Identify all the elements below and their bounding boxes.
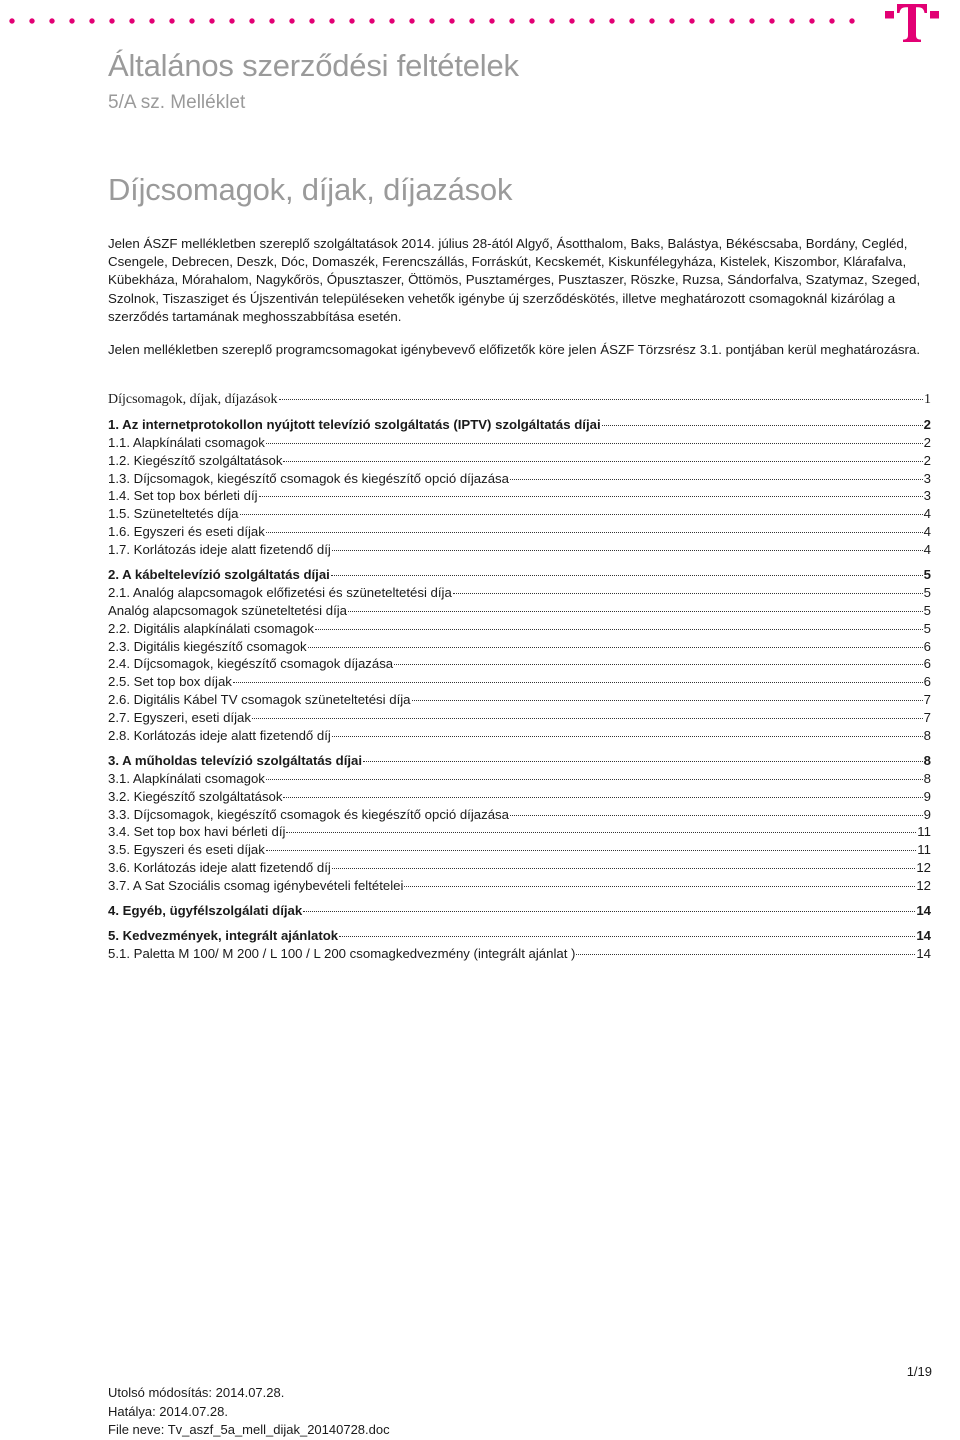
toc-entry-label: 2.8. Korlátozás ideje alatt fizetendő díj <box>108 728 331 744</box>
toc-entry-label: 3.6. Korlátozás ideje alatt fizetendő díj <box>108 860 331 876</box>
toc-entry[interactable] <box>108 824 931 842</box>
toc-entry-page: 9 <box>923 806 931 822</box>
toc-entry[interactable] <box>108 860 931 878</box>
toc-entry-label: 3.1. Alapkínálati csomagok <box>108 770 265 786</box>
toc-entry-page: 2 <box>923 416 931 432</box>
toc-entry[interactable] <box>108 771 931 789</box>
toc-entry-page: 14 <box>916 945 931 961</box>
toc-entry-page: 12 <box>916 878 931 894</box>
toc-entry[interactable] <box>108 453 931 471</box>
toc-dot-leader <box>259 496 923 497</box>
toc-entry-label: 1.6. Egyszeri és eseti díjak <box>108 524 265 540</box>
toc-dot-leader <box>412 700 923 701</box>
toc-entry-label: 5. Kedvezmények, integrált ajánlatok <box>108 927 339 943</box>
toc-entry-page: 6 <box>923 674 931 690</box>
toc-dot-leader <box>266 532 923 533</box>
toc-dot-leader <box>348 611 923 612</box>
toc-entry[interactable] <box>108 789 931 807</box>
document-title: Általános szerződési feltételek <box>108 48 519 83</box>
toc-entry-label: 1. Az internetprotokollon nyújtott televízió szolgáltatás (IPTV) szolgáltatás díjai <box>108 416 601 432</box>
toc-entry[interactable] <box>108 903 931 921</box>
toc-entry-page: 5 <box>923 620 931 636</box>
toc-entry[interactable] <box>108 639 931 657</box>
toc-entry-page: 4 <box>923 524 931 540</box>
toc-dot-leader <box>279 399 923 400</box>
toc-entry-label: 2.5. Set top box díjak <box>108 674 232 690</box>
toc-entry-label: 1.2. Kiegészítő szolgáltatások <box>108 452 283 468</box>
page-number: 1/19 <box>906 1364 932 1379</box>
toc-entry-page: 2 <box>923 452 931 468</box>
toc-entry[interactable] <box>108 524 931 542</box>
toc-dot-leader <box>283 797 922 798</box>
toc-dot-leader <box>240 514 923 515</box>
toc-entry-label: 2.2. Digitális alapkínálati csomagok <box>108 620 314 636</box>
effective-date: Hatálya: 2014.07.28. <box>108 1403 228 1419</box>
file-name: File neve: Tv_aszf_5a_mell_dijak_20140728.doc <box>108 1422 390 1438</box>
toc-entry-label: 3. A műholdas televízió szolgáltatás díjai <box>108 752 363 768</box>
toc-entry[interactable] <box>108 928 931 946</box>
toc-dot-leader <box>510 479 923 480</box>
toc-dot-leader <box>576 954 915 955</box>
toc-entry-page: 3 <box>923 470 931 486</box>
toc-dot-leader <box>266 850 916 851</box>
toc-entry[interactable] <box>108 807 931 825</box>
toc-dot-leader <box>308 647 923 648</box>
toc-entry-label: 3.2. Kiegészítő szolgáltatások <box>108 788 283 804</box>
toc-entry-label: 2.3. Digitális kiegészítő csomagok <box>108 638 307 654</box>
toc-entry-page: 5 <box>923 584 931 600</box>
toc-dot-leader <box>339 936 915 937</box>
toc-entry-label: 3.5. Egyszeri és eseti díjak <box>108 842 265 858</box>
toc-entry[interactable] <box>108 603 931 621</box>
toc-dot-leader <box>303 911 915 912</box>
toc-dot-leader <box>510 815 923 816</box>
toc-entry-label: 2.1. Analóg alapcsomagok előfizetési és szüneteltetési díja <box>108 584 452 600</box>
toc-entry-page: 3 <box>923 488 931 504</box>
toc-entry[interactable] <box>108 674 931 692</box>
toc-entry[interactable] <box>108 621 931 639</box>
toc-entry[interactable] <box>108 692 931 710</box>
toc-entry[interactable] <box>108 417 931 435</box>
toc-entry[interactable] <box>108 842 931 860</box>
toc-entry-page: 11 <box>917 842 931 858</box>
toc-entry-label: 3.4. Set top box havi bérleti díj <box>108 824 286 840</box>
toc-entry-label: 2. A kábeltelevízió szolgáltatás díjai <box>108 567 330 583</box>
toc-dot-leader <box>315 629 923 630</box>
document-subtitle: 5/A sz. Melléklet <box>108 92 246 113</box>
toc-entry-label: Díjcsomagok, díjak, díjazások <box>108 392 278 407</box>
toc-dot-leader <box>404 886 915 887</box>
toc-entry-page: 5 <box>923 602 931 618</box>
toc-dot-leader <box>266 443 923 444</box>
toc-entry-page: 8 <box>923 752 931 768</box>
toc-entry-label: 4. Egyéb, ügyfélszolgálati díjak <box>108 903 303 919</box>
toc-dot-leader <box>363 761 923 762</box>
toc-entry-label: 1.1. Alapkínálati csomagok <box>108 434 265 450</box>
telekom-t-logo <box>882 2 942 44</box>
last-modified: Utolsó módosítás: 2014.07.28. <box>108 1385 285 1400</box>
toc-dot-leader <box>266 779 923 780</box>
toc-entry-page: 6 <box>923 656 931 672</box>
toc-entry-page: 8 <box>923 728 931 744</box>
toc-entry-page: 7 <box>923 710 931 726</box>
toc-entry[interactable] <box>108 585 931 603</box>
magenta-dot-line <box>0 17 866 25</box>
toc-entry-label: 2.4. Díjcsomagok, kiegészítő csomagok díjazása <box>108 656 394 672</box>
toc-entry-page: 4 <box>923 542 931 558</box>
toc-entry[interactable] <box>108 392 931 410</box>
toc-dot-leader <box>331 575 923 576</box>
toc-entry-label: 3.7. A Sat Szociális csomag igénybevételi feltételei <box>108 878 404 894</box>
toc-entry-page: 8 <box>923 770 931 786</box>
toc-entry-label: 2.7. Egyszeri, eseti díjak <box>108 710 251 726</box>
toc-entry[interactable] <box>108 542 931 560</box>
toc-dot-leader <box>332 868 915 869</box>
toc-entry-label: Analóg alapcsomagok szüneteltetési díja <box>108 602 347 618</box>
toc-entry-label: 1.3. Díjcsomagok, kiegészítő csomagok és kiegészítő opció díjazása <box>108 470 509 486</box>
toc-dot-leader <box>332 736 923 737</box>
toc-entry[interactable] <box>108 753 931 771</box>
main-heading: Díjcsomagok, díjak, díjazások <box>108 172 513 207</box>
toc-entry-page: 11 <box>917 824 931 840</box>
toc-entry-label: 1.4. Set top box bérleti díj <box>108 488 258 504</box>
toc-entry-page: 5 <box>923 567 931 583</box>
toc-dot-leader <box>286 832 916 833</box>
toc-dot-leader <box>332 550 923 551</box>
toc-dot-leader <box>252 718 923 719</box>
toc-entry-page: 14 <box>916 903 931 919</box>
toc-dot-leader <box>453 593 923 594</box>
toc-entry-label: 1.7. Korlátozás ideje alatt fizetendő díj <box>108 542 331 558</box>
document-footer <box>108 1384 390 1440</box>
toc-entry[interactable] <box>108 435 931 453</box>
table-of-contents <box>108 392 931 964</box>
toc-entry-page: 2 <box>923 434 931 450</box>
intro-paragraph: Jelen ÁSZF mellékletben szereplő szolgáltatások 2014. július 28-ától Algyő, Ásotthalom, Baks, Balástya, Békéscsaba, Bordány, Cegléd, Csengele, Debrecen, Deszk, Dóc, Domaszék, Ferencszállás, Forráskút, Kecskemét, Kiskunfélegyháza, Kistelek, Kiszombor, Klárafalva, Kübekháza, Mórahalom, Nagykőrös, Ópusztaszer, Öttömös, Pusztamérges, Pusztaszer, Röszke, Ruzsa, Sándorfalva, Szatymaz, Szeged, Szolnok, Tiszasziget és Újszentiván településeken vehetők igénybe új szerződéskötés, illetve meghatározott csomagoknál kizárólag a szerződés tartamának meghosszabbítása esetén. <box>108 236 921 324</box>
toc-entry[interactable] <box>108 567 931 585</box>
toc-dot-leader <box>602 425 923 426</box>
toc-entry[interactable] <box>108 488 931 506</box>
toc-dot-leader <box>394 664 923 665</box>
toc-entry[interactable] <box>108 656 931 674</box>
scope-paragraph: Jelen mellékletben szereplő programcsomagokat igénybevevő előfizetők köre jelen ÁSZF Törzsrész 3.1. pontjában kerül meghatározásra. <box>108 342 921 357</box>
toc-entry-label: 3.3. Díjcsomagok, kiegészítő csomagok és kiegészítő opció díjazása <box>108 806 509 822</box>
toc-dot-leader <box>233 682 923 683</box>
toc-entry[interactable] <box>108 946 931 964</box>
toc-entry-page: 7 <box>923 692 931 708</box>
toc-entry-label: 1.5. Szüneteltetés díja <box>108 506 239 522</box>
toc-entry-page: 14 <box>916 927 931 943</box>
toc-entry[interactable] <box>108 506 931 524</box>
toc-entry-page: 12 <box>916 860 931 876</box>
toc-entry-label: 2.6. Digitális Kábel TV csomagok szüneteltetési díja <box>108 692 411 708</box>
toc-dot-leader <box>283 461 922 462</box>
toc-entry-label: 5.1. Paletta M 100/ M 200 / L 100 / L 200 csomagkedvezmény (integrált ajánlat ) <box>108 945 576 961</box>
toc-entry[interactable] <box>108 710 931 728</box>
toc-entry[interactable] <box>108 878 931 896</box>
toc-entry-page: 9 <box>923 788 931 804</box>
toc-entry[interactable] <box>108 471 931 489</box>
toc-entry-page: 1 <box>924 392 931 407</box>
toc-entry[interactable] <box>108 728 931 746</box>
toc-entry-page: 6 <box>923 638 931 654</box>
toc-entry-page: 4 <box>923 506 931 522</box>
